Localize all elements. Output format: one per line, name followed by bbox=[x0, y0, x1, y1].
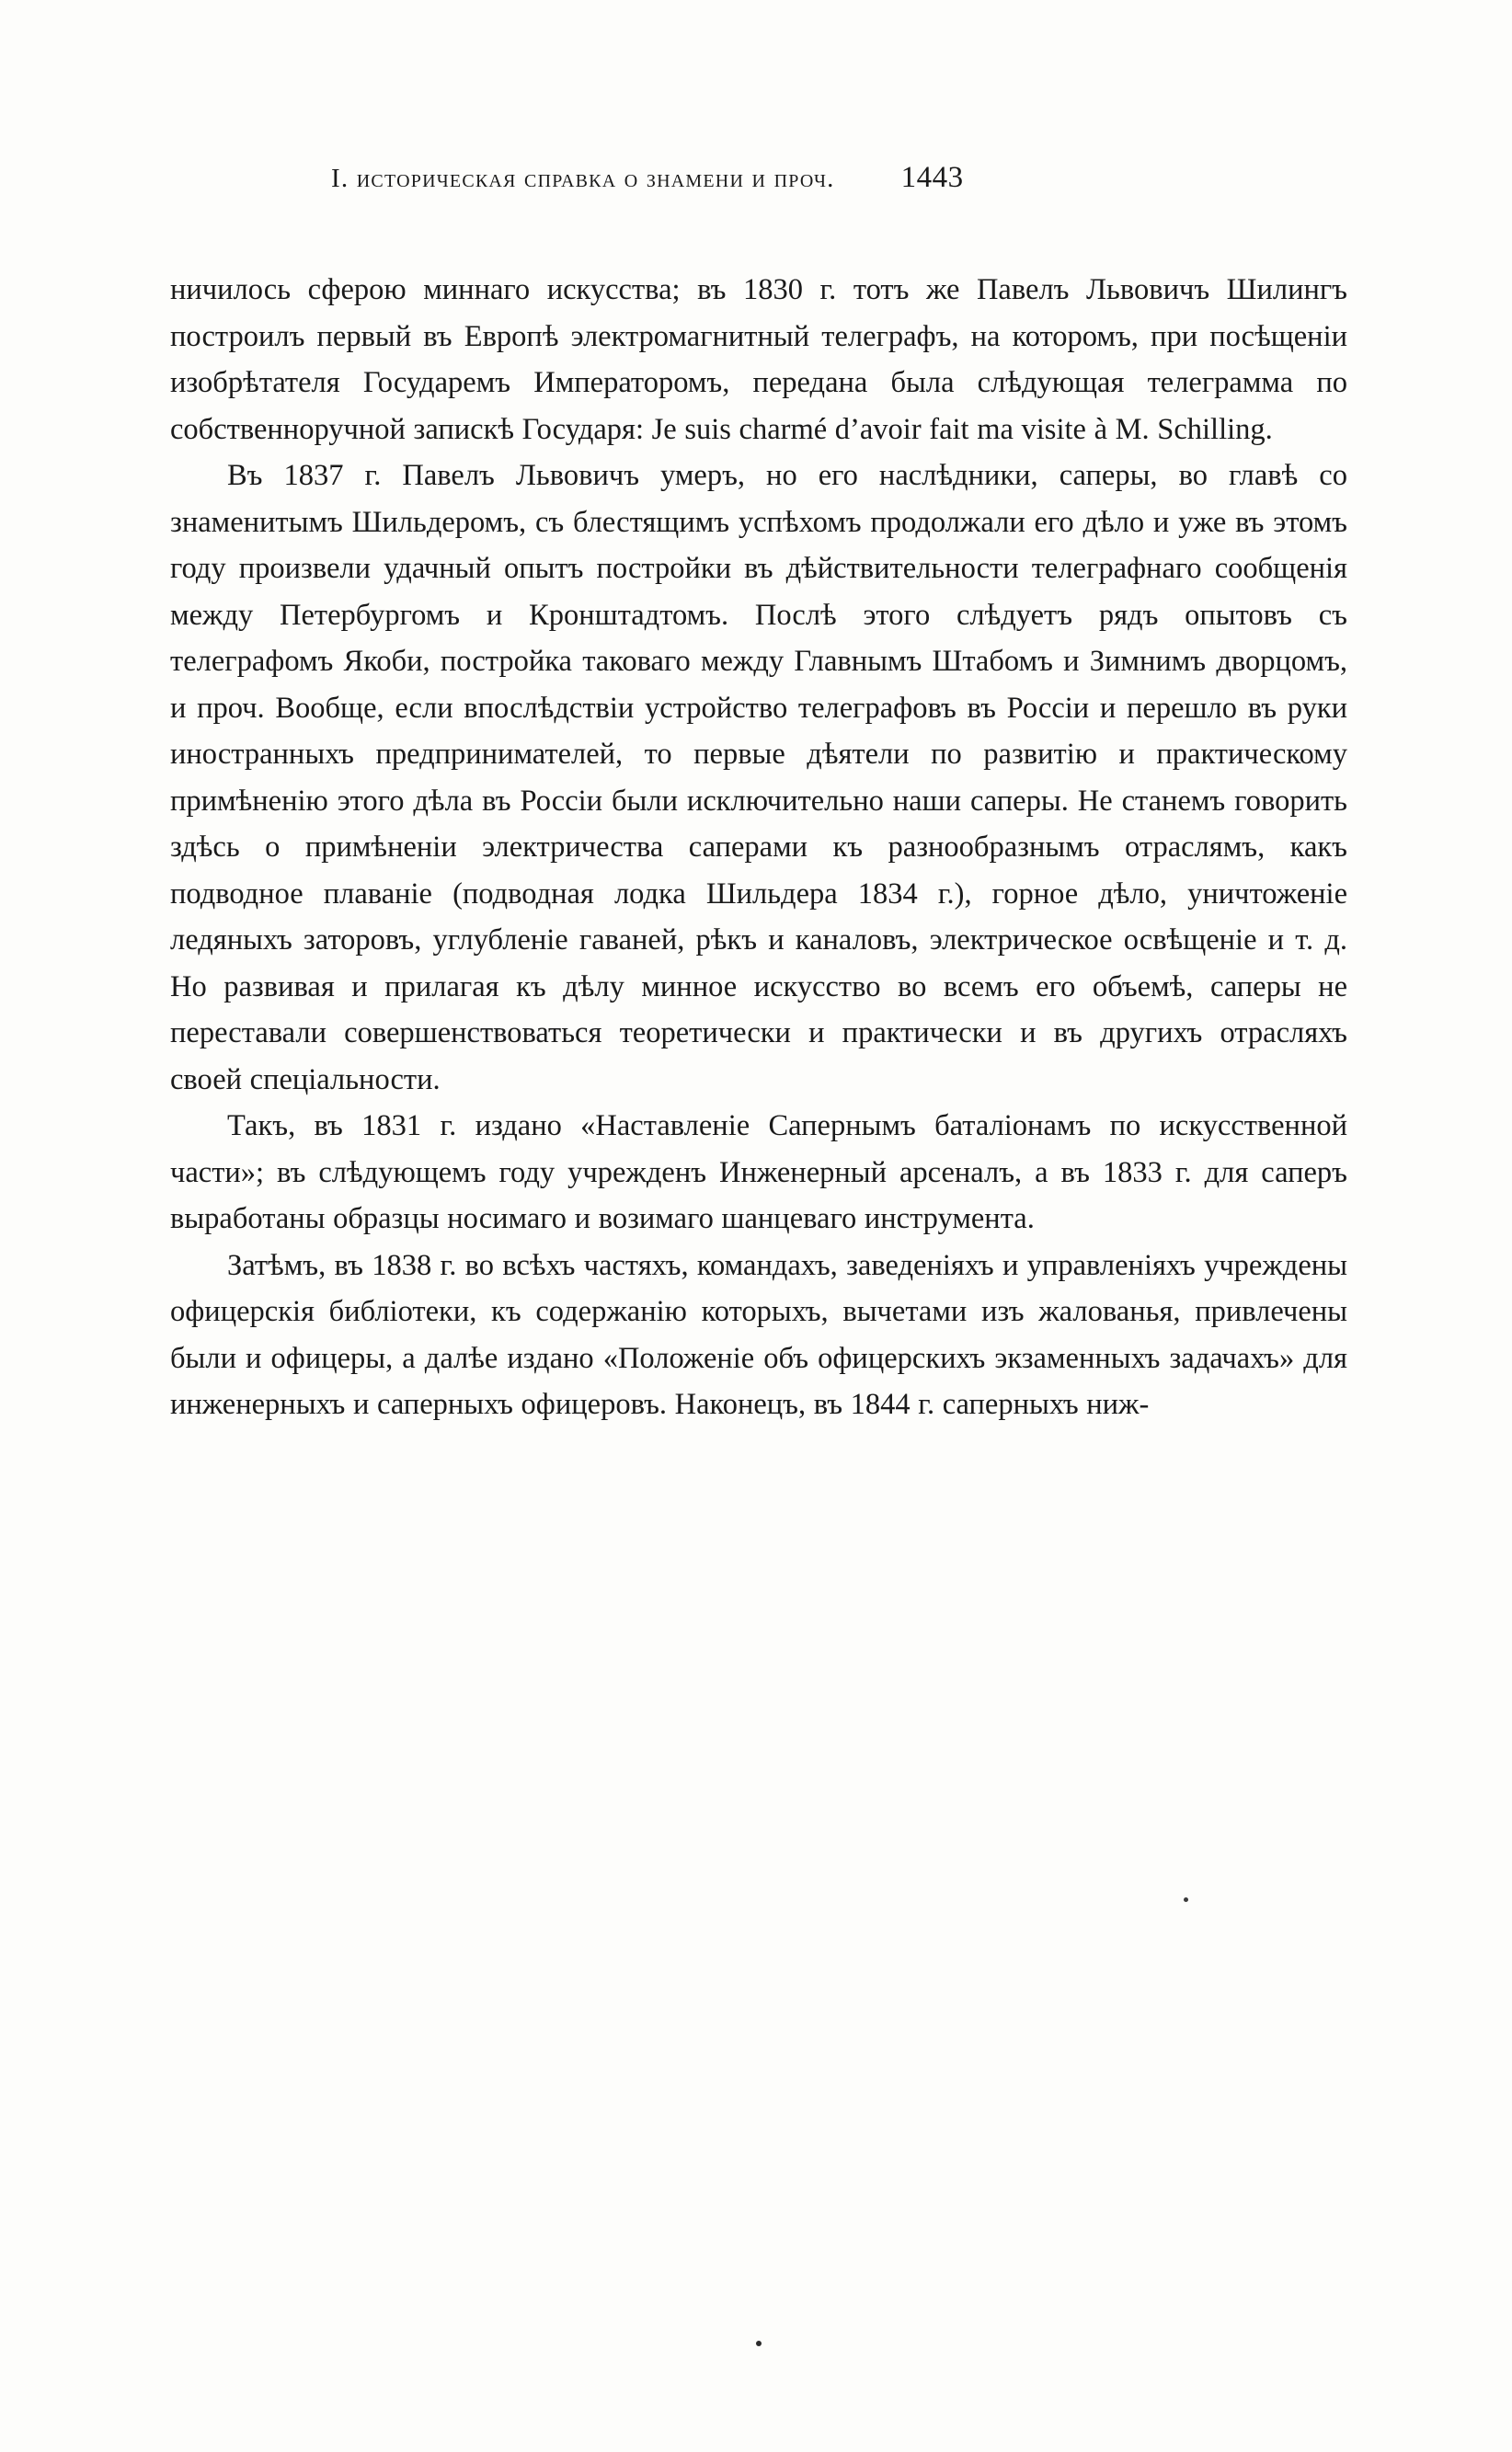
paragraph-4: Затѣмъ, въ 1838 г. во всѣхъ частяхъ, командахъ, заведеніяхъ и управленіяхъ учреждены офицерскія библіотеки, къ содержанію которыхъ, вычетами изъ жалованья, привлечены были и офицеры, а далѣе издано «Положеніе объ офицерскихъ экзаменныхъ задачахъ» для инженерныхъ и саперныхъ офицеровъ. Наконецъ, въ 1844 г. саперныхъ ниж- bbox=[170, 1248, 1347, 1421]
paragraph-1: ничилось сферою миннаго искусства; въ 1830 г. тотъ же Павелъ Львовичъ Шилингъ построилъ первый въ Европѣ электромагнитный телеграфъ, на которомъ, при посѣщеніи изобрѣтателя Государемъ Императоромъ, передана была слѣдующая телеграмма по собственноручной запискѣ Государя: Je suis charmé d’avoir fait ma visite à M. Schilling. bbox=[170, 273, 1347, 446]
stray-ink-mark bbox=[1184, 1897, 1188, 1902]
running-head-title bbox=[331, 164, 835, 194]
page-content bbox=[170, 161, 1347, 1428]
body-text bbox=[170, 267, 1347, 1428]
paragraph-2: Въ 1837 г. Павелъ Львовичъ умеръ, но его наслѣдники, саперы, во главѣ со знаменитымъ Шильдеромъ, съ блестящимъ успѣхомъ продолжали его дѣло и уже въ этомъ году произвели удачный опытъ постройки въ дѣйствительности телеграфнаго сообщенія между Петербургомъ и Кронштадтомъ. Послѣ этого слѣдуетъ рядъ опытовъ съ телеграфомъ Якоби, постройка таковаго между Главнымъ Штабомъ и Зимнимъ дворцомъ, и проч. Вообще, если впослѣдствіи устройство телеграфовъ въ Россіи и перешло въ руки иностранныхъ предпринимателей, то первые дѣятели по развитію и практическому примѣненію этого дѣла въ Россіи были исключительно наши саперы. Не станемъ говорить здѣсь о примѣненіи электричества саперами къ разнообразнымъ отраслямъ, какъ подводное плаваніе (подводная лодка Шильдера 1834 г.), горное дѣло, уничтоженіе ледяныхъ заторовъ, углубленіе гаваней, рѣкъ и каналовъ, электрическое освѣщеніе и т. д. Но развивая и прилагая къ дѣлу минное искусство во всемъ его объемѣ, саперы не переставали совершенствоваться теоретически и практически и въ другихъ отрасляхъ своей спеціальности. bbox=[170, 459, 1347, 1096]
footer-ornament-dot bbox=[756, 2341, 762, 2346]
paragraph-3: Такъ, въ 1831 г. издано «Наставленіе Сапернымъ баталіонамъ по искусственной части»; въ слѣдующемъ году учрежденъ Инженерный арсеналъ, а въ 1833 г. для саперъ выработаны образцы носимаго и возимаго шанцеваго инструмента. bbox=[170, 1109, 1347, 1235]
running-head-section-number: I. bbox=[331, 164, 349, 193]
running-head bbox=[331, 161, 1347, 195]
page-number: 1443 bbox=[900, 161, 964, 194]
running-head-title-text: историческая справка о знамени и проч. bbox=[356, 164, 835, 193]
